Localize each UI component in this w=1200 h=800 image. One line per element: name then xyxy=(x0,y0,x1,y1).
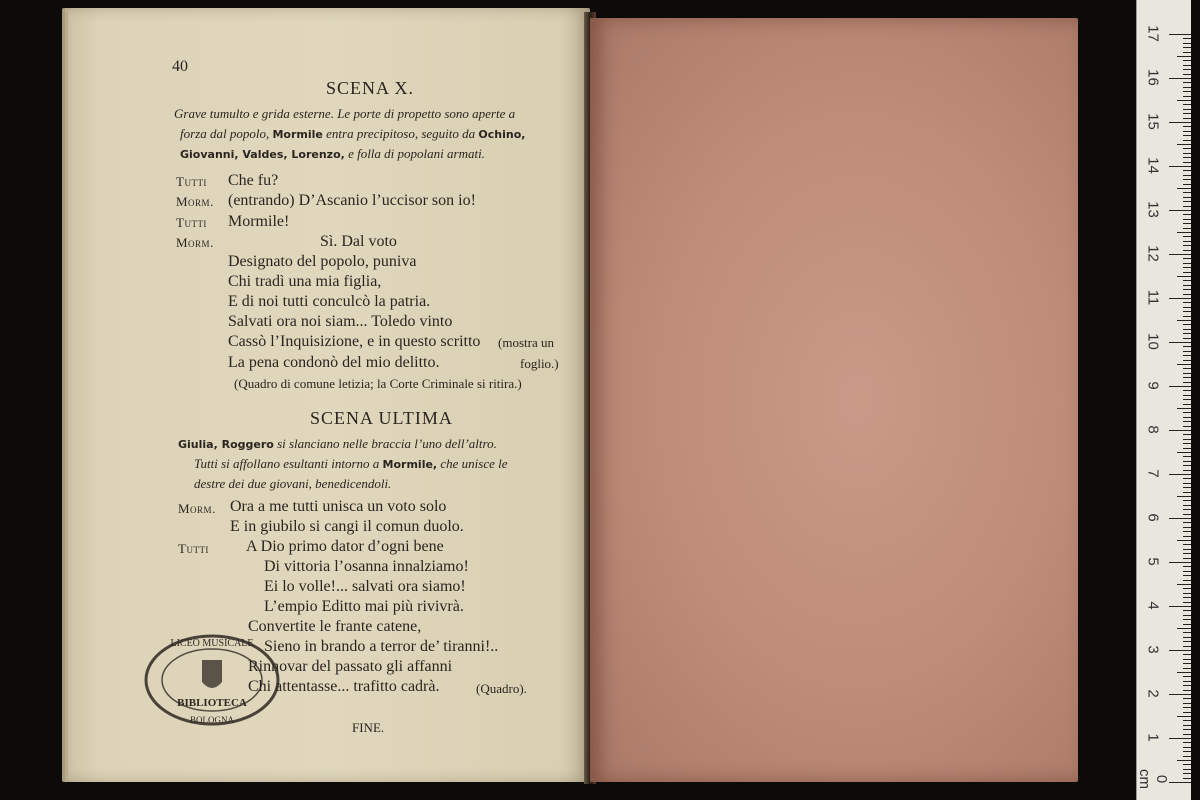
ruler-tick xyxy=(1183,773,1191,774)
ruler-tick xyxy=(1183,390,1191,391)
ruler-tick xyxy=(1183,602,1191,603)
ruler-tick xyxy=(1183,272,1191,273)
ruler-tick xyxy=(1169,650,1191,651)
end-mark: FINE. xyxy=(352,720,385,735)
ruler-tick xyxy=(1183,571,1191,572)
ruler-tick xyxy=(1183,588,1191,589)
ruler-tick xyxy=(1183,597,1191,598)
ruler-number: 5 xyxy=(1144,557,1162,566)
verse-line: Sì. Dal voto xyxy=(320,233,397,250)
verse-line: Che fu? xyxy=(228,172,279,189)
ruler-number: 15 xyxy=(1144,113,1162,130)
svg-text:BIBLIOTECA: BIBLIOTECA xyxy=(177,697,247,709)
ruler-tick xyxy=(1177,452,1191,453)
ruler-tick xyxy=(1169,562,1191,563)
ruler-tick xyxy=(1183,52,1191,53)
ruler-number: 12 xyxy=(1144,245,1162,262)
speaker-label: Tutti xyxy=(176,215,207,230)
ruler-tick xyxy=(1169,606,1191,607)
ruler-tick xyxy=(1183,769,1191,770)
ruler-tick xyxy=(1169,298,1191,299)
stage-direction-line xyxy=(178,436,497,452)
ruler-tick xyxy=(1183,417,1191,418)
ruler-tick xyxy=(1183,245,1191,246)
ruler-tick xyxy=(1169,474,1191,475)
ruler-tick xyxy=(1183,289,1191,290)
ruler-tick xyxy=(1177,716,1191,717)
ruler-tick xyxy=(1169,782,1191,783)
ruler-tick xyxy=(1183,346,1191,347)
stage-direction-line xyxy=(194,476,391,492)
ruler-number: 8 xyxy=(1144,425,1162,434)
ruler-tick xyxy=(1183,360,1191,361)
scene-title: SCENA ULTIMA xyxy=(310,408,453,428)
ruler-tick xyxy=(1183,395,1191,396)
ruler-tick xyxy=(1183,751,1191,752)
character-name: Giulia, Roggero xyxy=(178,438,274,451)
direction-text: destre dei due giovani, benedicendoli. xyxy=(194,476,392,491)
ruler-tick xyxy=(1177,408,1191,409)
ruler-tick xyxy=(1183,65,1191,66)
verse-line: Ora a me tutti unisca un voto solo xyxy=(230,498,447,515)
ruler-number: 7 xyxy=(1144,469,1162,478)
ruler-tick xyxy=(1177,320,1191,321)
ruler-tick xyxy=(1183,404,1191,405)
ruler-tick xyxy=(1183,170,1191,171)
ruler-tick xyxy=(1183,610,1191,611)
ruler-tick xyxy=(1183,593,1191,594)
ruler-tick xyxy=(1183,223,1191,224)
verse-line: Ei lo volle!... salvati ora siamo! xyxy=(264,578,466,595)
ruler-tick xyxy=(1183,91,1191,92)
ruler-number: 13 xyxy=(1144,201,1162,218)
ruler-number: 2 xyxy=(1144,689,1162,698)
direction-text: forza dal popolo, xyxy=(180,126,273,141)
ruler-tick xyxy=(1183,148,1191,149)
stage-aside: foglio.) xyxy=(520,356,559,371)
ruler-tick xyxy=(1183,747,1191,748)
ruler-tick xyxy=(1183,236,1191,237)
ruler-tick xyxy=(1183,478,1191,479)
ruler-tick xyxy=(1183,82,1191,83)
speaker-label: Tutti xyxy=(176,174,207,189)
ruler-tick xyxy=(1183,624,1191,625)
ruler-tick xyxy=(1183,285,1191,286)
ruler-number: 14 xyxy=(1144,157,1162,174)
ruler-tick xyxy=(1183,531,1191,532)
direction-text: entra precipitoso, seguito da xyxy=(322,126,479,141)
measuring-ruler xyxy=(1136,0,1191,800)
ruler-number: 9 xyxy=(1144,381,1162,390)
ruler-tick xyxy=(1169,78,1191,79)
stage-direction: (Quadro di comune letizia; la Corte Criminale si ritira.) xyxy=(234,376,522,391)
ruler-tick xyxy=(1183,113,1191,114)
character-name: Giovanni, Valdes, xyxy=(180,148,292,161)
ruler-tick xyxy=(1183,201,1191,202)
ruler-tick xyxy=(1183,720,1191,721)
ruler-tick xyxy=(1183,175,1191,176)
ruler-number: 17 xyxy=(1144,25,1162,42)
speaker-label: Tutti xyxy=(178,541,209,556)
ruler-tick xyxy=(1169,34,1191,35)
ruler-tick xyxy=(1183,307,1191,308)
ruler-tick xyxy=(1183,368,1191,369)
ruler-tick xyxy=(1177,276,1191,277)
ruler-unit-label: 0 cm xyxy=(1136,769,1170,789)
ruler-tick xyxy=(1183,162,1191,163)
ruler-tick xyxy=(1183,712,1191,713)
stage-direction-line xyxy=(180,146,485,162)
ruler-tick xyxy=(1169,254,1191,255)
ruler-tick xyxy=(1183,575,1191,576)
verse-line: E di noi tutti conculcò la patria. xyxy=(228,293,431,310)
verse-line: Rinnovar del passato gli affanni xyxy=(248,658,453,675)
right-page-blank xyxy=(590,18,1078,782)
ruler-tick xyxy=(1183,646,1191,647)
ruler-tick xyxy=(1183,461,1191,462)
ruler-tick xyxy=(1183,448,1191,449)
ruler-tick xyxy=(1177,496,1191,497)
ruler-tick xyxy=(1183,192,1191,193)
character-name: Ochino, xyxy=(478,128,526,141)
direction-text: che unisce le xyxy=(437,456,508,471)
ruler-tick xyxy=(1183,690,1191,691)
svg-text:BOLOGNA: BOLOGNA xyxy=(190,715,234,725)
ruler-tick xyxy=(1169,518,1191,519)
ruler-tick xyxy=(1183,131,1191,132)
ruler-tick xyxy=(1177,56,1191,57)
verse-line: E in giubilo si cangi il comun duolo. xyxy=(230,518,464,535)
svg-text:LICEO MUSICALE: LICEO MUSICALE xyxy=(170,638,254,649)
ruler-tick xyxy=(1169,342,1191,343)
ruler-tick xyxy=(1183,324,1191,325)
ruler-tick xyxy=(1183,311,1191,312)
ruler-tick xyxy=(1183,544,1191,545)
character-name: Mormile, xyxy=(382,458,438,471)
ruler-tick xyxy=(1183,729,1191,730)
ruler-tick xyxy=(1177,364,1191,365)
ruler-tick xyxy=(1183,338,1191,339)
ruler-tick xyxy=(1183,632,1191,633)
ruler-tick xyxy=(1183,426,1191,427)
ruler-tick xyxy=(1183,522,1191,523)
ruler-tick xyxy=(1183,549,1191,550)
ruler-tick xyxy=(1183,443,1191,444)
ruler-tick xyxy=(1169,122,1191,123)
ruler-tick xyxy=(1183,492,1191,493)
ruler-tick xyxy=(1183,553,1191,554)
ruler-tick xyxy=(1183,228,1191,229)
stage-direction-line xyxy=(194,456,508,472)
verse-line: Chi tradì una mia figlia, xyxy=(228,273,382,290)
ruler-tick xyxy=(1183,250,1191,251)
ruler-tick xyxy=(1177,188,1191,189)
ruler-tick xyxy=(1183,333,1191,334)
ruler-number: 10 xyxy=(1144,333,1162,350)
ruler-tick xyxy=(1183,126,1191,127)
ruler-tick xyxy=(1183,329,1191,330)
speaker-label: Morm. xyxy=(176,194,214,209)
ruler-tick xyxy=(1177,100,1191,101)
ruler-tick xyxy=(1183,355,1191,356)
ruler-tick xyxy=(1183,580,1191,581)
ruler-tick xyxy=(1183,377,1191,378)
ruler-tick xyxy=(1183,351,1191,352)
ruler-number: 11 xyxy=(1144,289,1162,306)
ruler-tick xyxy=(1183,258,1191,259)
ruler-tick xyxy=(1183,734,1191,735)
ruler-tick xyxy=(1183,509,1191,510)
character-name: Lorenzo, xyxy=(291,148,345,161)
ruler-tick xyxy=(1183,505,1191,506)
ruler-tick xyxy=(1177,760,1191,761)
verse-line: La pena condonò del mio delitto. xyxy=(228,354,440,371)
ruler-tick xyxy=(1183,421,1191,422)
ruler-tick xyxy=(1183,373,1191,374)
verse-line: Di vittoria l’osanna innalziamo! xyxy=(264,558,469,575)
ruler-tick xyxy=(1177,672,1191,673)
page-number: 40 xyxy=(172,58,188,75)
ruler-tick xyxy=(1183,69,1191,70)
ruler-number: 16 xyxy=(1144,69,1162,86)
ruler-tick xyxy=(1177,584,1191,585)
ruler-tick xyxy=(1183,179,1191,180)
ruler-tick xyxy=(1183,74,1191,75)
ruler-tick xyxy=(1183,316,1191,317)
ruler-tick xyxy=(1183,654,1191,655)
ruler-number: 3 xyxy=(1144,645,1162,654)
ruler-tick xyxy=(1183,514,1191,515)
ruler-tick xyxy=(1177,144,1191,145)
ruler-tick xyxy=(1183,778,1191,779)
ruler-tick xyxy=(1183,637,1191,638)
ruler-tick xyxy=(1183,698,1191,699)
direction-text: Grave tumulto e grida esterne. Le porte di propetto sono aperte a xyxy=(174,106,516,121)
ruler-tick xyxy=(1183,241,1191,242)
stage-direction-line xyxy=(174,106,515,122)
verse-line: A Dio primo dator d’ogni bene xyxy=(246,538,444,555)
ruler-tick xyxy=(1183,197,1191,198)
ruler-tick xyxy=(1183,399,1191,400)
stage-direction-line xyxy=(180,126,525,142)
ruler-tick xyxy=(1183,302,1191,303)
ruler-tick xyxy=(1183,214,1191,215)
ruler-number: 4 xyxy=(1144,601,1162,610)
ruler-tick xyxy=(1183,47,1191,48)
ruler-tick xyxy=(1183,536,1191,537)
ruler-tick xyxy=(1169,738,1191,739)
ruler-tick xyxy=(1183,641,1191,642)
ruler-tick xyxy=(1177,540,1191,541)
ruler-tick xyxy=(1183,96,1191,97)
ruler-tick xyxy=(1183,566,1191,567)
ruler-tick xyxy=(1183,756,1191,757)
ruler-tick xyxy=(1183,140,1191,141)
ruler-tick xyxy=(1183,184,1191,185)
ruler-tick xyxy=(1183,470,1191,471)
ruler-tick xyxy=(1183,742,1191,743)
ruler-tick xyxy=(1183,527,1191,528)
ruler-tick xyxy=(1183,668,1191,669)
ruler-tick xyxy=(1183,685,1191,686)
ruler-tick xyxy=(1177,628,1191,629)
ruler-tick xyxy=(1183,280,1191,281)
ruler-tick xyxy=(1183,681,1191,682)
ruler-number: 1 xyxy=(1144,733,1162,742)
library-stamp xyxy=(142,630,282,730)
ruler-tick xyxy=(1183,135,1191,136)
verse-line: Salvati ora noi siam... Toledo vinto xyxy=(228,313,453,330)
ruler-tick xyxy=(1183,703,1191,704)
verse-line: Sieno in brando a terror de’ tiranni!.. xyxy=(264,638,499,655)
direction-text: e folla di popolani armati. xyxy=(344,146,485,161)
ruler-tick xyxy=(1183,104,1191,105)
verse-line: L’empio Editto mai più rivivrà. xyxy=(264,598,464,615)
ruler-tick xyxy=(1183,764,1191,765)
verse-line: Chi attentasse... trafitto cadrà. xyxy=(248,678,440,695)
ruler-tick xyxy=(1183,87,1191,88)
ruler-tick xyxy=(1183,707,1191,708)
speaker-label: Morm. xyxy=(178,501,216,516)
ruler-tick xyxy=(1169,386,1191,387)
ruler-tick xyxy=(1183,263,1191,264)
direction-text: si slanciano nelle braccia l’uno dell’altro. xyxy=(273,436,497,451)
verse-line: Cassò l’Inquisizione, e in questo scritto xyxy=(228,333,481,350)
speaker-label: Morm. xyxy=(176,235,214,250)
ruler-tick xyxy=(1183,382,1191,383)
ruler-tick xyxy=(1183,153,1191,154)
ruler-tick xyxy=(1183,412,1191,413)
ruler-tick xyxy=(1183,206,1191,207)
verse-line: Designato del popolo, puniva xyxy=(228,253,417,270)
ruler-tick xyxy=(1183,456,1191,457)
ruler-tick xyxy=(1169,166,1191,167)
ruler-tick xyxy=(1169,430,1191,431)
stage-aside: (Quadro). xyxy=(476,681,527,696)
ruler-tick xyxy=(1183,439,1191,440)
ruler-tick xyxy=(1183,500,1191,501)
ruler-tick xyxy=(1183,465,1191,466)
ruler-tick xyxy=(1183,43,1191,44)
ruler-tick xyxy=(1183,38,1191,39)
verse-line: Convertite le frante catene, xyxy=(248,618,422,635)
ruler-tick xyxy=(1183,619,1191,620)
ruler-tick xyxy=(1183,663,1191,664)
ruler-tick xyxy=(1183,487,1191,488)
ruler-tick xyxy=(1183,219,1191,220)
stage-aside: (mostra un xyxy=(498,335,554,350)
ruler-tick xyxy=(1183,267,1191,268)
ruler-number: 6 xyxy=(1144,513,1162,522)
ruler-tick xyxy=(1169,694,1191,695)
ruler-tick xyxy=(1183,434,1191,435)
ruler-tick xyxy=(1183,676,1191,677)
verse-line: Mormile! xyxy=(228,213,290,230)
ruler-tick xyxy=(1183,294,1191,295)
direction-text: Tutti si affollano esultanti intorno a xyxy=(194,456,383,471)
ruler-tick xyxy=(1183,60,1191,61)
verse-line: (entrando) D’Ascanio l’uccisor son io! xyxy=(228,192,476,209)
ruler-tick xyxy=(1183,725,1191,726)
ruler-tick xyxy=(1183,483,1191,484)
ruler-tick xyxy=(1177,232,1191,233)
character-name: Mormile xyxy=(272,128,323,141)
ruler-tick xyxy=(1183,157,1191,158)
ruler-tick xyxy=(1183,615,1191,616)
ruler-tick xyxy=(1183,118,1191,119)
ruler-tick xyxy=(1183,659,1191,660)
ruler-tick xyxy=(1183,558,1191,559)
ruler-tick xyxy=(1183,109,1191,110)
scene-title: SCENA X. xyxy=(326,78,415,98)
ruler-tick xyxy=(1169,210,1191,211)
